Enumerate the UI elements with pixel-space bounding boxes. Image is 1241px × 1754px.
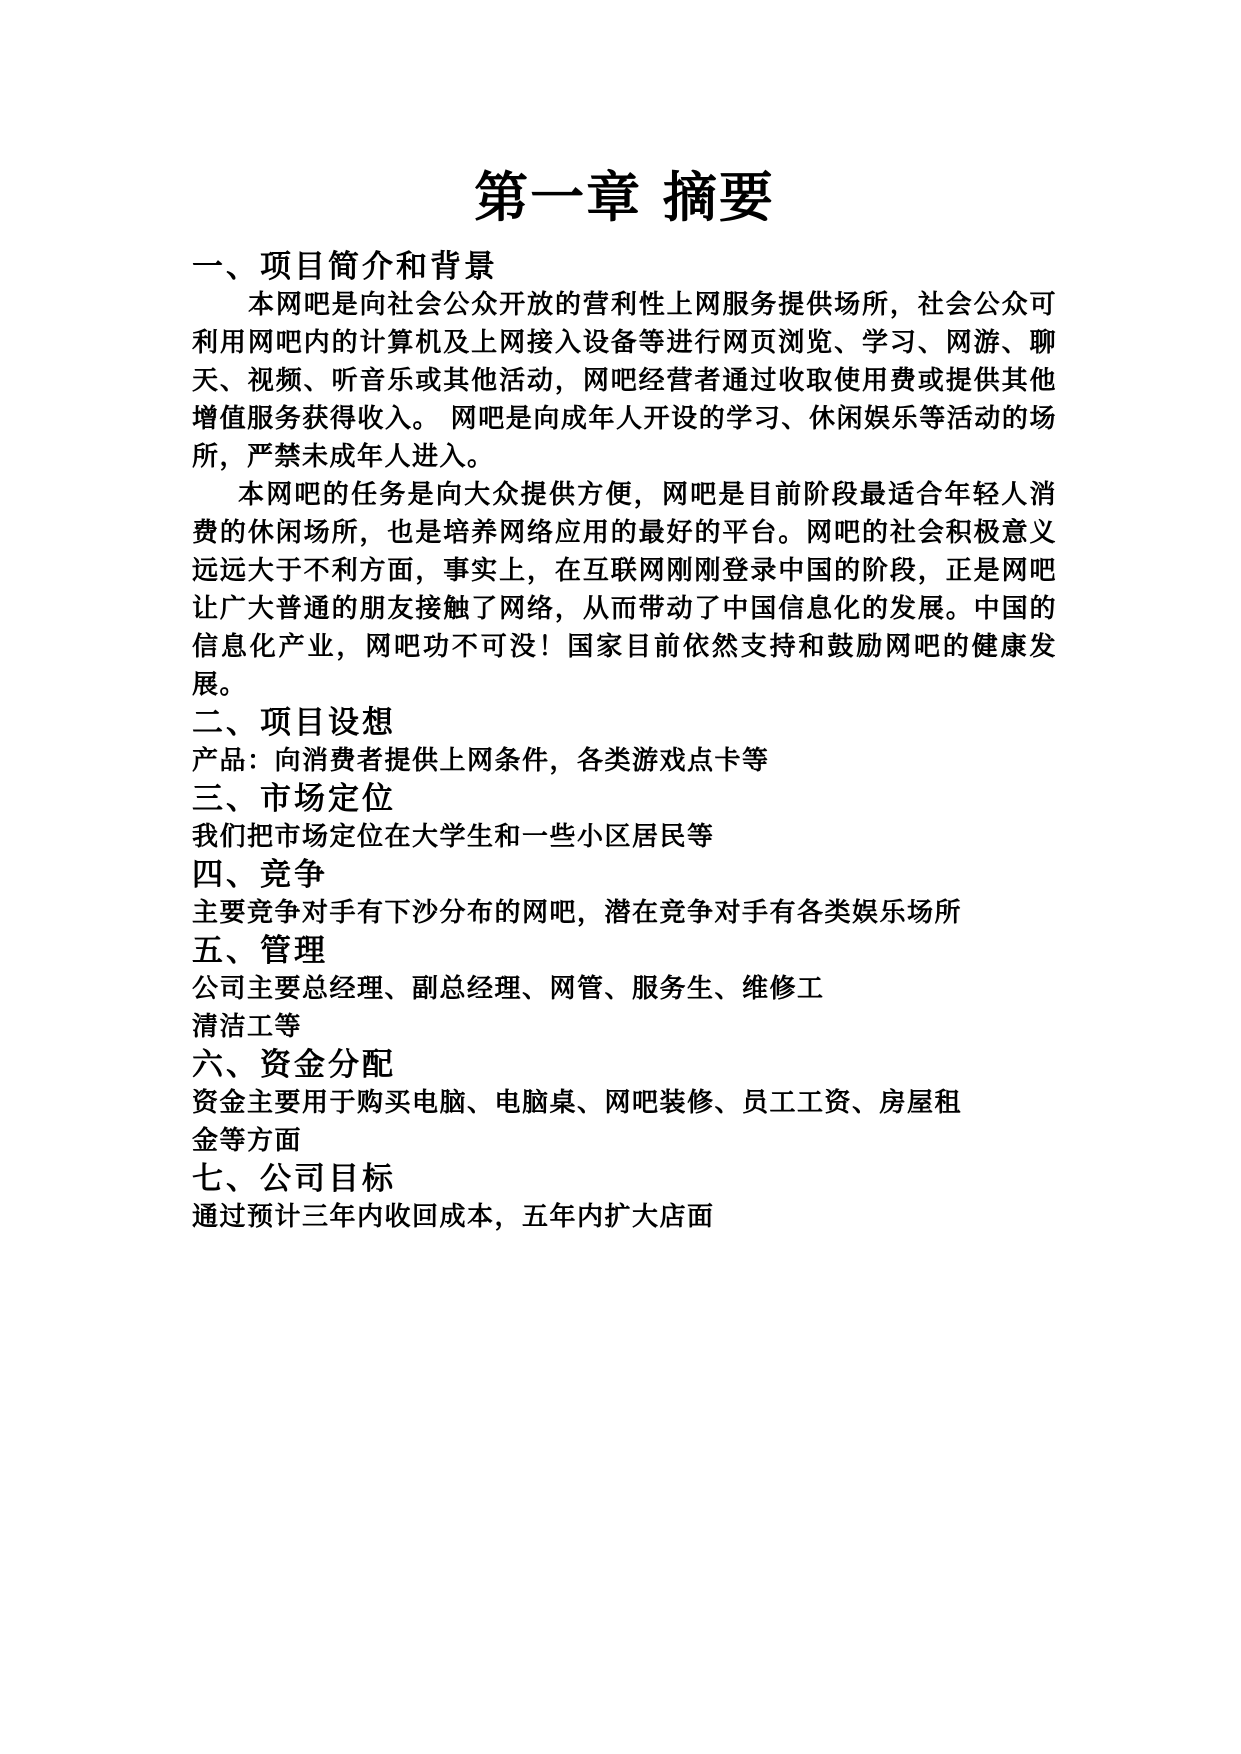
competition-line: 主要竞争对手有下沙分布的网吧，潜在竞争对手有各类娱乐场所 [192,898,963,928]
paragraph-mission: 本网吧的任务是向大众提供方便，网吧是目前阶段最适合年轻人消费的休闲场所，也是培养网络应用的最好的平台。网吧的社会积极意义远远大于不利方面，事实上，在互联网刚刚登录中国的阶段，正是网吧让广大普通的朋友接触了网络，从而带动了中国信息化的发展。中国的信息化产业，网吧功不可没！国家目前依然支持和鼓励网吧的健康发展。 [192,480,1057,700]
management-line-2: 清洁工等 [192,1012,303,1042]
paragraph-intro: 本网吧是向社会公众开放的营利性上网服务提供场所，社会公众可利用网吧内的计算机及上网接入设备等进行网页浏览、学习、网游、聊天、视频、听音乐或其他活动，网吧经营者通过收取使用费或提供其他增值服务获得收入。 网吧是向成年人开设的学习、休闲娱乐等活动的场所，严禁未成年人进入。 [192,290,1057,472]
section-heading-background: 一、项目简介和背景 [192,249,498,285]
funding-line-1: 资金主要用于购买电脑、电脑桌、网吧装修、员工工资、房屋租 [192,1088,963,1118]
funding-line-2: 金等方面 [192,1126,303,1156]
section-heading-positioning: 三、市场定位 [192,781,396,817]
section-heading-management: 五、管理 [192,933,328,969]
positioning-line: 我们把市场定位在大学生和一些小区居民等 [192,822,715,852]
management-line-1: 公司主要总经理、副总经理、网管、服务生、维修工 [192,974,825,1004]
section-heading-competition: 四、竞争 [192,857,328,893]
section-heading-concept: 二、项目设想 [192,705,396,741]
goals-line: 通过预计三年内收回成本，五年内扩大店面 [192,1202,715,1232]
concept-line: 产品：向消费者提供上网条件，各类游戏点卡等 [192,746,770,776]
chapter-title: 第一章 摘要 [474,165,775,229]
chapter-body [192,248,1057,1236]
section-heading-goals: 七、公司目标 [192,1161,396,1197]
section-heading-funding: 六、资金分配 [192,1047,396,1083]
